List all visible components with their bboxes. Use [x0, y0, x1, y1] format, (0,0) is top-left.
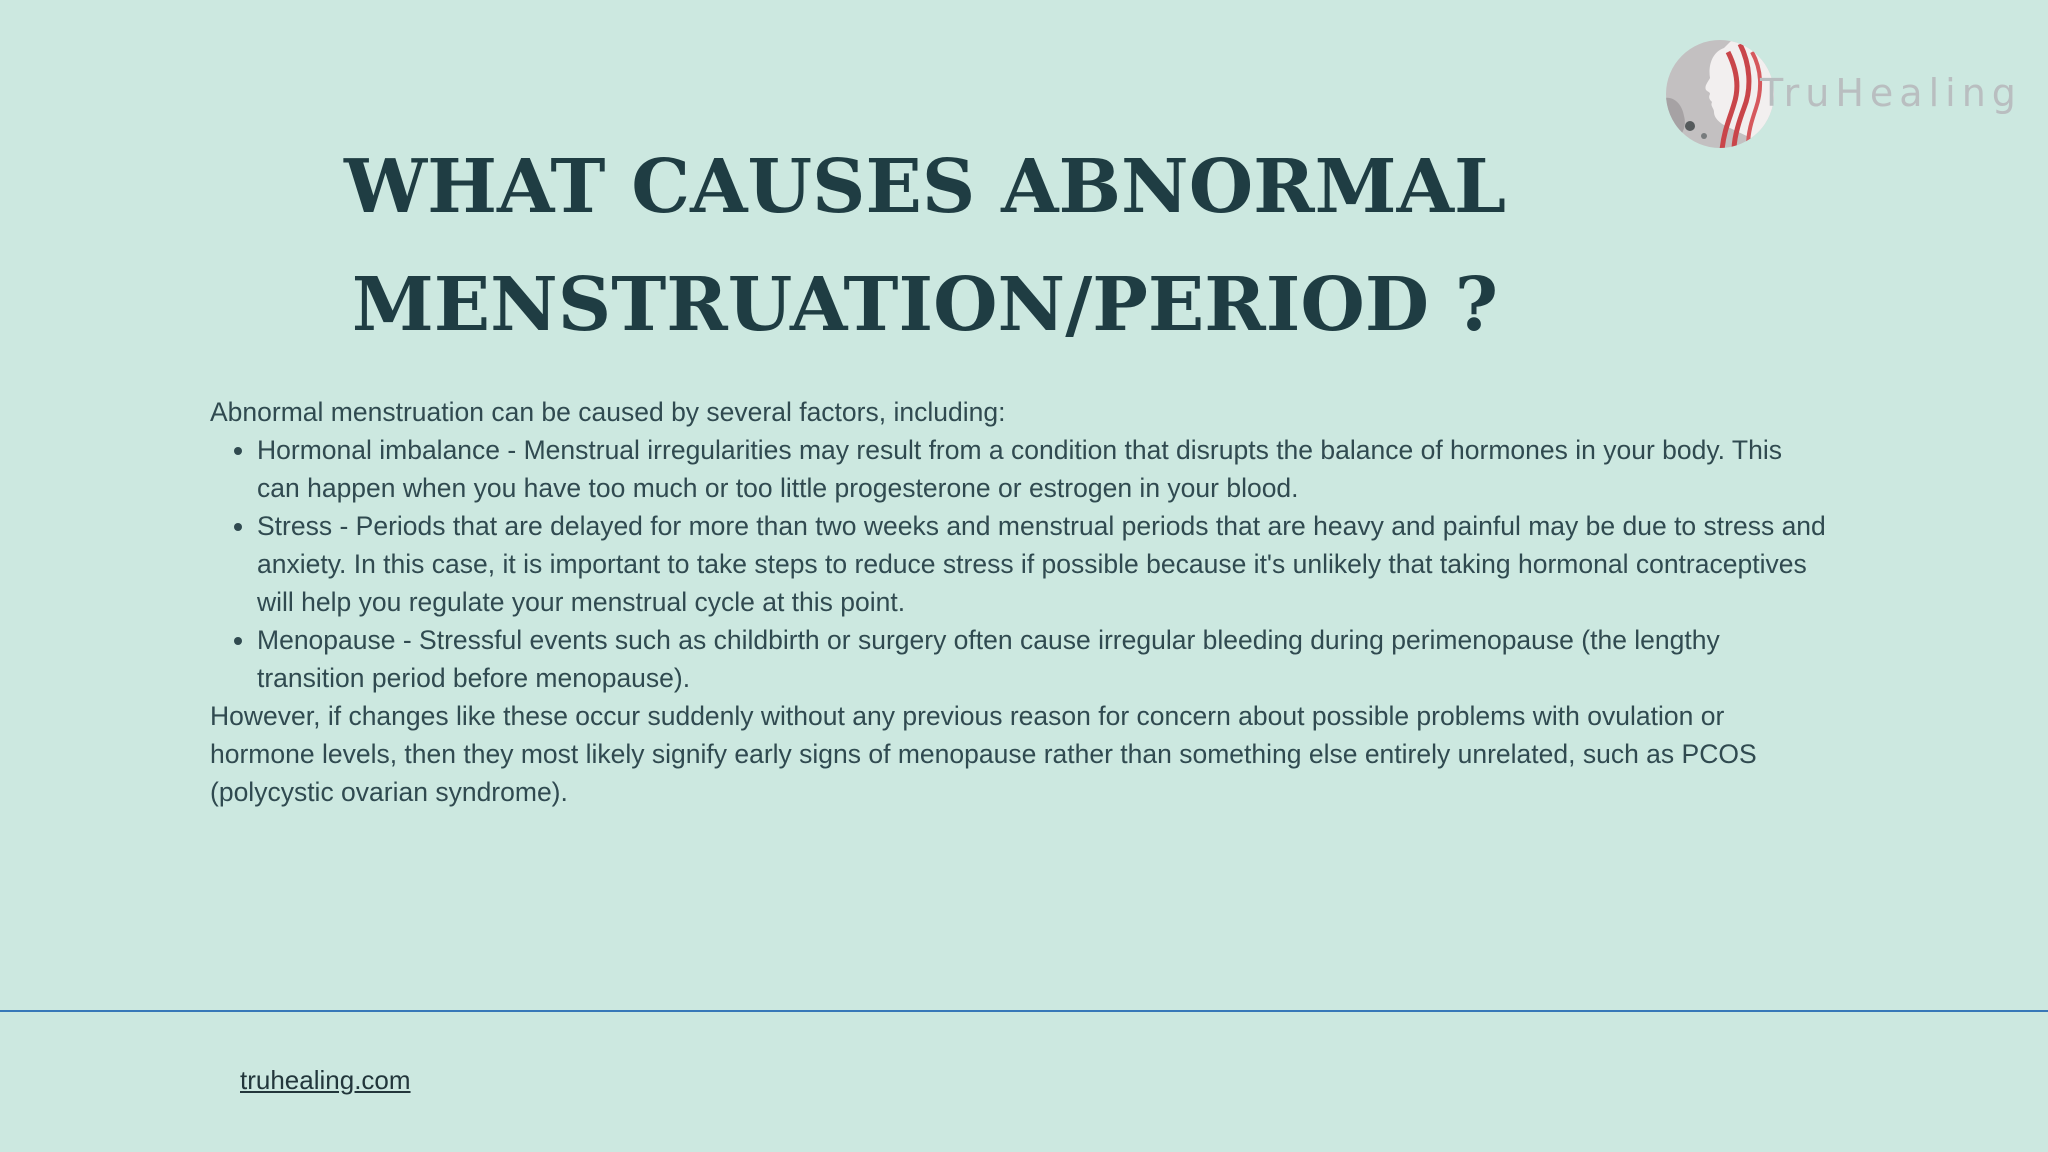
closing-paragraph: However, if changes like these occur suddenly without any previous reason for concern about possible problems with ovulation or hormone levels, then they most likely signify early signs of menopause rather than something else entirely unrelated, such as PCOS (polycystic ovarian syndrome). — [210, 701, 1757, 807]
logo-wordmark: TruHealing — [1760, 71, 2022, 115]
list-item-stress: • Stress - Periods that are delayed for more than two weeks and menstrual periods that are heavy and painful may be due to stress and anxiety. In this case, it is important to take steps to reduce stress if possible because it's unlikely that taking hormonal contraceptives will help you regulate your menstrual cycle at this point. — [257, 507, 1830, 621]
title-line-2: MENSTRUATION/PERIOD ? — [351, 262, 1499, 348]
title-line-1: WHAT CAUSES ABNORMAL — [343, 144, 1507, 230]
body-content — [210, 393, 1830, 811]
list-item-menopause: • Menopause - Stressful events such as childbirth or surgery often cause irregular bleeding during perimenopause (the lengthy transition period before menopause). — [257, 621, 1830, 697]
footer-divider — [0, 1010, 2048, 1012]
intro-paragraph: Abnormal menstruation can be caused by several factors, including: — [210, 397, 1006, 427]
page-title — [300, 128, 1550, 364]
list-item-hormonal: • Hormonal imbalance - Menstrual irregularities may result from a condition that disrupts the balance of hormones in your body. This can happen when you have too much or too little progesterone or estrogen in your blood. — [257, 431, 1830, 507]
causes-list — [210, 431, 1830, 697]
brand-logo — [1658, 36, 2022, 156]
website-link[interactable]: truhealing.com — [240, 1065, 411, 1095]
